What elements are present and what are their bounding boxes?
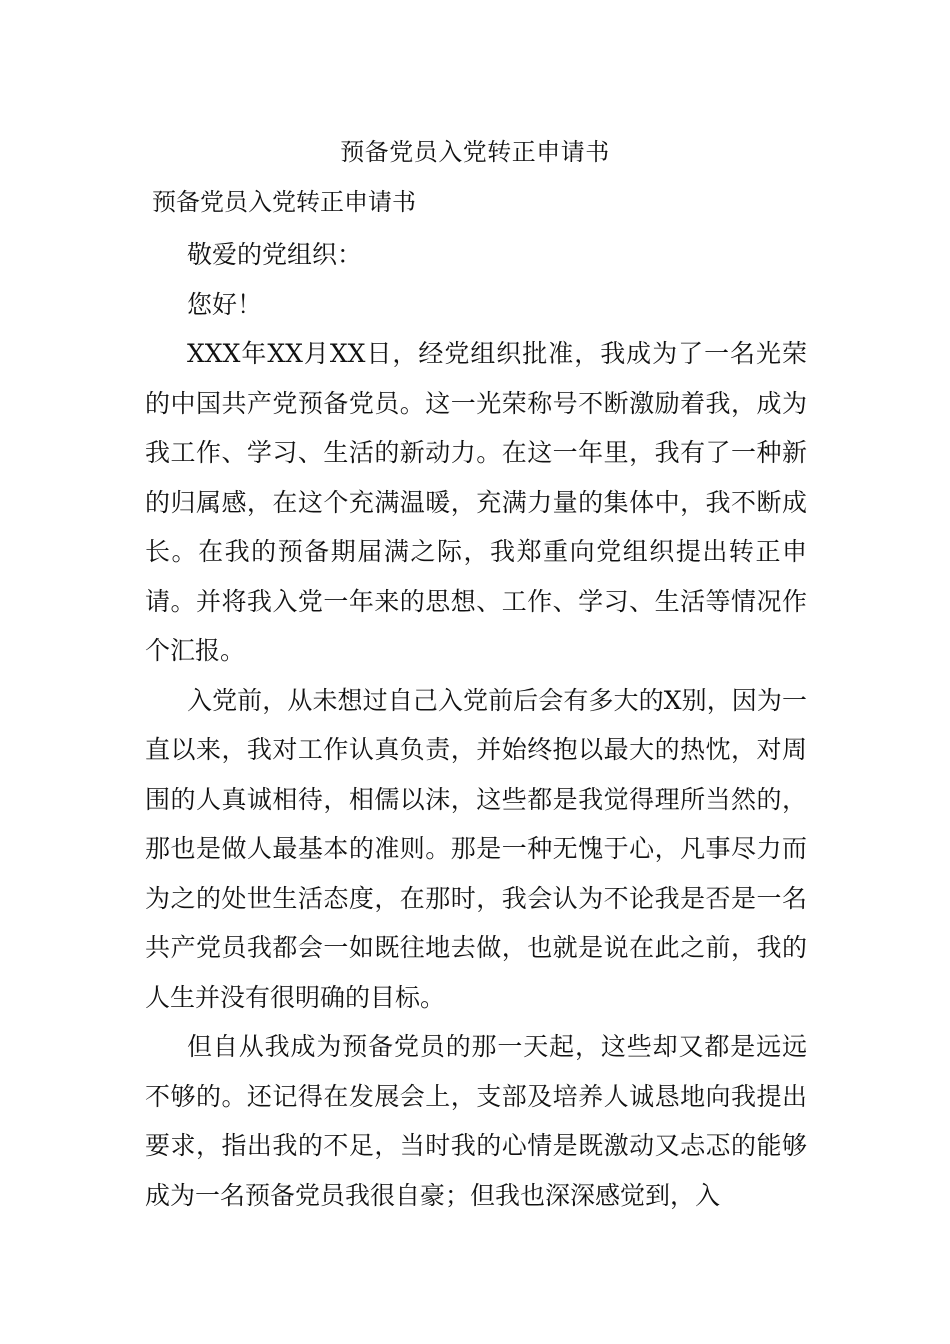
body-paragraph: XXX年XX月XX日，经党组织批准，我成为了一名光荣的中国共产党预备党员。这一光荣称号不断激励着我，成为我工作、学习、生活的新动力。在这一年里，我有了一种新的归属感，在这个充满温暖，充满力量的集体中，我不断成长。在我的预备期届满之际，我郑重向党组织提出转正申请。并将我入党一年来的思想、工作、学习、生活等情况作个汇报。 xyxy=(145,339,807,665)
salutation: 敬爱的党组织： xyxy=(187,240,363,269)
body-paragraph: 入党前，从未想过自己入党前后会有多大的X别，因为一直以来，我对工作认真负责，并始终抱以最大的热忱，对周围的人真诚相待，相儒以沫，这些都是我觉得理所当然的，那也是做人最基本的准则。那是一种无愧于心，凡事尽力而为之的处世生活态度，在那时，我会认为不论我是否是一名共产党员我都会一如既往地去做，也就是说在此之前，我的人生并没有很明确的目标。 xyxy=(145,685,807,1012)
document-subtitle: 预备党员入党转正申请书 xyxy=(152,188,416,216)
document-body xyxy=(145,230,807,1220)
greeting: 您好！ xyxy=(187,289,263,319)
document-title: 预备党员入党转正申请书 xyxy=(340,138,610,166)
body-paragraph: 但自从我成为预备党员的那一天起，这些却又都是远远不够的。还记得在发展会上，支部及培养人诚恳地向我提出要求，指出我的不足，当时我的心情是既激动又忐忑的能够成为一名预备党员我很自豪；但我也深深感觉到，入 xyxy=(145,1032,807,1210)
